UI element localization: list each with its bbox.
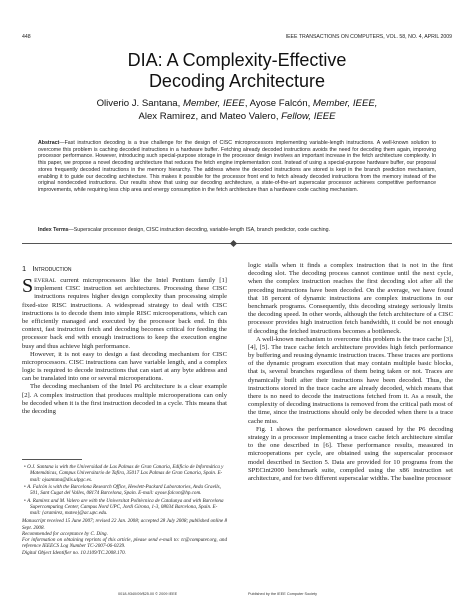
authors-line-2: [0, 111, 474, 124]
paragraph-text: current microprocessors like the Intel Pentium family [1] implement CISC instruction set architectures. Processing these CISC instructions requires higher design complexity than processing simple fixed-size RISC instructions. A widespread strategy to deal with CISC instructions is to decode them into simple RISC microoperations, which can be efficiently managed and executed by the processor back end. In this context, fast instruction fetch and decoding becomes critical for feeding the processor back end with enough instructions to keep the execution engine busy and thus achieve high performance.: [22, 277, 227, 350]
footnote-ramirez-valero: • A. Ramirez and M. Valero are with the Universitat Politècnica de Catalunya and with Barcelona Supercomputing Center, Campus Nord UPC, Jordi Girona, 1-3, 08034 Barcelona, Spain. E-mail: {aramirez, mateo}@ac.upc.edu.: [24, 497, 224, 517]
index-terms-text: —Superscalar processor design, CISC instruction decoding, variable-length ISA, branch predictor, code caching.: [68, 227, 331, 233]
drop-cap: S: [22, 275, 34, 297]
fellow-grade: Fellow, IEEE: [281, 110, 336, 122]
footnotes: [22, 464, 227, 556]
section-heading: [22, 264, 71, 273]
member-grade: Member, IEEE: [182, 98, 245, 109]
doi: Digital Object Identifier no. 10.1109/TC.2008.170.: [22, 549, 126, 556]
manuscript-dates: Manuscript received 15 June 2007; revised 22 Jan. 2008; accepted 28 July 2008; published online 8 Sept. 2008.: [22, 518, 228, 531]
first-word: EVERAL: [34, 278, 57, 284]
abstract-label: Abstract: [38, 140, 60, 146]
section-title: Introduction: [32, 264, 72, 273]
recommended-by: Recommended for acceptance by C. Ding.: [22, 530, 108, 537]
intro-paragraph-3: The decoding mechanism of the Intel P6 architecture is a clear example [2]. A complex instruction that produces multiple microoperations can only be decoded when it is the first instruction decoded in a cycle. This means that the decoding: [22, 383, 227, 415]
paper-title: [0, 50, 474, 92]
author-ramirez-valero: Alex Ramirez, and Mateo Valero,: [138, 110, 282, 122]
reprints-info: For information on obtaining reprints of this article, please send e-mail to: tc@computer.org, and reference IEEECS Log Number TC-2007-06-0239.: [22, 537, 227, 550]
page-number: 448: [22, 34, 31, 40]
footnote-falcon: • A. Falcón is with the Barcelona Research Office, Hewlett-Packard Laboratories, Avda Graells, 501, Sant Cugat del Valles, 08174 Barcelona, Spain. E-mail: ayose.falcon@hp.com.: [24, 484, 221, 497]
issn-copyright: 0018-9340/09/$25.00 © 2009 IEEE: [118, 592, 178, 596]
title-line-1: DIA: A Complexity-Effective: [127, 50, 347, 70]
author-list: [0, 98, 474, 123]
publisher: Published by the IEEE Computer Society: [248, 592, 318, 596]
abstract: [38, 140, 436, 194]
index-terms-label: Index Terms: [38, 227, 69, 233]
author-santana: Oliverio J. Santana,: [96, 98, 183, 109]
intro-paragraph-1: [22, 277, 227, 351]
right-paragraph-1: logic stalls when it finds a complex instruction that is not in the first decoding slot. The decoding process cannot continue until the next cycle, when the complex instruction reaches the first decoding slot after all the preceding instructions have been decoded. On the average, we have found that 18 percent of dynamic instructions are complex instructions in our benchmark programs. Consequently, this decoding strategy seriously limits the decoding speed. In other words, although the fetch architecture of a CISC processor provides high instruction fetch bandwidth, it could be not enough if decoding the fetched instructions becomes a bottleneck.: [248, 262, 453, 335]
index-terms: [38, 227, 436, 233]
abstract-text: —Fast instruction decoding is a true challenge for the design of CISC microprocessors implementing variable-length instructions. A well-known solution to overcome this problem is caching decoded instructions in a hardware buffer. Fetching already decoded instructions avoids the need for decoding them again, improving processor performance. However, introducing such special-purpose storage in the processor design involves an important increase in the fetch architecture complexity. In this paper, we propose a novel decoding architecture that reduces the fetch engine implementation cost. Instead of using a special-purpose hardware buffer, our proposal stores frequently decoded instructions in the memory hierarchy. The address where the decoded instructions are stored is kept in the branch prediction mechanism, enabling it to guide our decoding architecture. This makes it possible for the processor front end to fetch already decoded instructions from the memory instead of the original nondecoded instructions. Our results show that using our decoding architecture, a state-of-the-art superscalar processor achieves competitive performance improvements, while requiring less chip area and energy consumption in the fetch architecture than a hardware code caching mechanism.: [38, 140, 436, 193]
separator-rule: [22, 243, 452, 244]
right-paragraph-3: Fig. 1 shows the performance slowdown caused by the P6 decoding strategy in a processor implementing a trace cache fetch architecture similar to the one described in [6]. These performance results, measured in microoperations per cycle, are obtained using the superscalar processor model described in Section 5. Data are provided for 10 programs from the SPECint2000 benchmark suite, compiled using the x86 instruction set architecture, and for two different superscalar widths. The baseline processor: [248, 425, 453, 482]
right-paragraph-2: A well-known mechanism to overcome this problem is the trace cache [3], [4], [5]. The trace cache fetch architecture provides high fetch performance by buffering and reusing dynamic instruction traces. These traces are portions of the dynamic program execution that may contain multiple basic blocks, that is, several branches regardless of them being taken or not. Traces are dynamically built after their instructions have been decoded. Thus, the instructions stored in the trace cache are already decoded, which means that there is no need to decode the instructions fetched from it. As a result, the complexity of decoding instructions is removed from the critical path most of the time, since the instructions should only be decoded when there is a trace cache miss.: [248, 335, 454, 425]
author-falcon: , Ayose Falcón,: [244, 98, 313, 109]
footnote-santana: • O.J. Santana is with the Universidad de Las Palmas de Gran Canaria, Edificio de Informática y Matemáticas, Campus Universitario de Tafira, 35017 Las Palmas de Gran Canaria, Spain. E-mail: ojsantana@dis.ulpgc.es.: [24, 464, 224, 483]
left-column: [22, 277, 227, 416]
separator-diamond-icon: [230, 240, 237, 247]
title-line-2: Decoding Architecture: [148, 71, 326, 91]
footnote-rule: [22, 459, 82, 460]
intro-paragraph-2: However, it is not easy to design a fast decoding mechanism for CISC microprocessors. CISC instructions can have variable length, and a complex logic is required to decode instructions that can start at any byte address and can be translated into one or several microoperations.: [22, 350, 227, 383]
member-grade: Member, IEEE,: [312, 98, 378, 109]
authors-line-1: [0, 98, 474, 111]
section-number: 1: [22, 264, 27, 273]
right-column: [248, 262, 453, 483]
journal-name: IEEE TRANSACTIONS ON COMPUTERS, VOL. 58, NO. 4, APRIL 2009: [285, 34, 452, 40]
